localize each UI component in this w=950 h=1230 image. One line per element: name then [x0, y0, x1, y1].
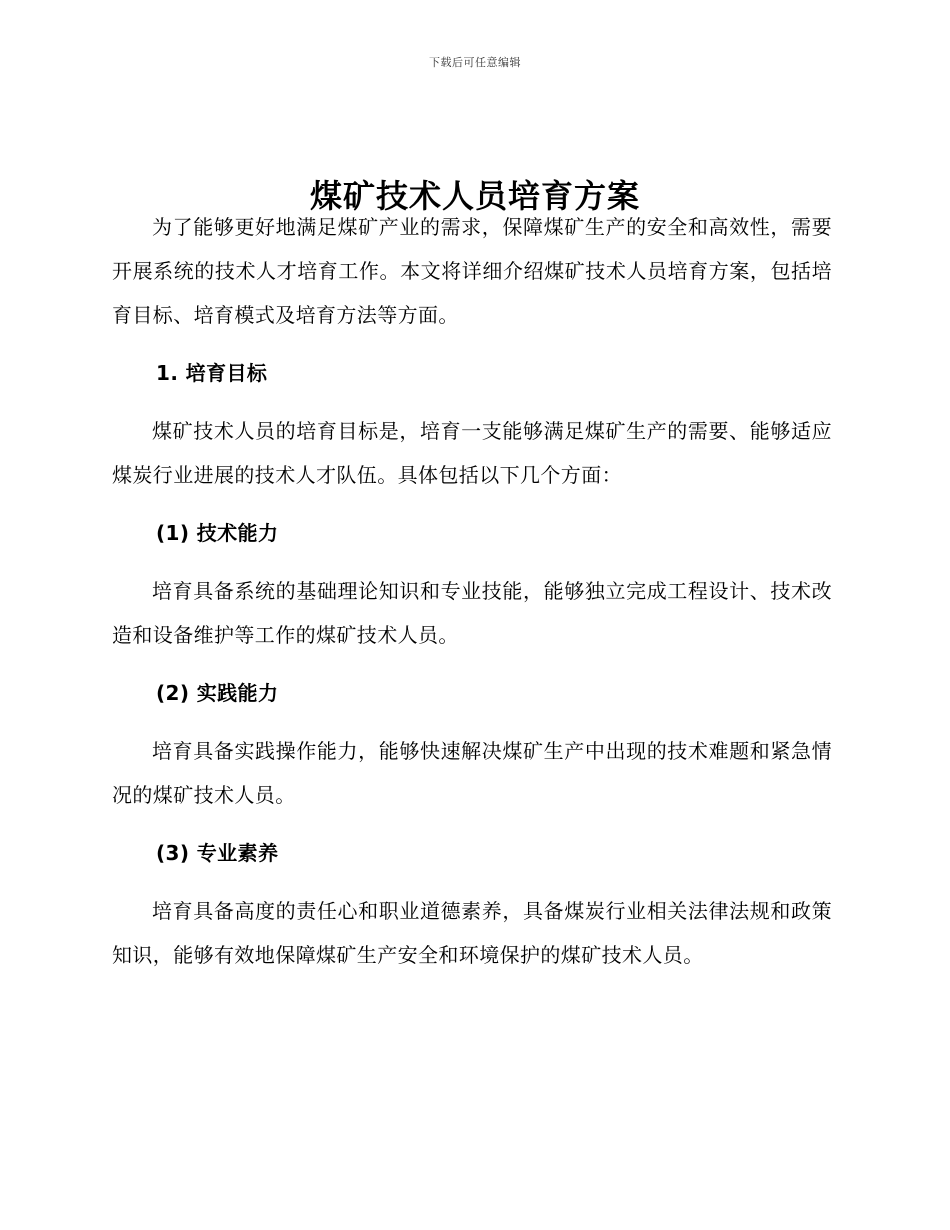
- document-body: [112, 205, 832, 977]
- intro-paragraph: 为了能够更好地满足煤矿产业的需求，保障煤矿生产的安全和高效性，需要开展系统的技术人才培育工作。本文将详细介绍煤矿技术人员培育方案，包括培育目标、培育模式及培育方法等方面。: [112, 215, 832, 327]
- section-heading-training-goals: 1. 培育目标: [156, 361, 268, 385]
- header-note: 下载后可任意编辑: [429, 56, 521, 69]
- subsection-heading-technical-ability: (1) 技术能力: [156, 521, 279, 545]
- subsection-paragraph-professional-quality: 培育具备高度的责任心和职业道德素养，具备煤炭行业相关法律法规和政策知识，能够有效地保障煤矿生产安全和环境保护的煤矿技术人员。: [112, 899, 832, 967]
- subsection-heading-professional-quality: (3) 专业素养: [156, 841, 279, 865]
- document-title: 煤矿技术人员培育方案: [309, 177, 640, 216]
- subsection-paragraph-technical-ability: 培育具备系统的基础理论知识和专业技能，能够独立完成工程设计、技术改造和设备维护等工作的煤矿技术人员。: [112, 579, 832, 647]
- section-paragraph-training-goals: 煤矿技术人员的培育目标是，培育一支能够满足煤矿生产的需要、能够适应煤炭行业进展的技术人才队伍。具体包括以下几个方面：: [112, 419, 832, 487]
- subsection-heading-practical-ability: (2) 实践能力: [156, 681, 279, 705]
- subsection-paragraph-practical-ability: 培育具备实践操作能力，能够快速解决煤矿生产中出现的技术难题和紧急情况的煤矿技术人员。: [112, 739, 832, 807]
